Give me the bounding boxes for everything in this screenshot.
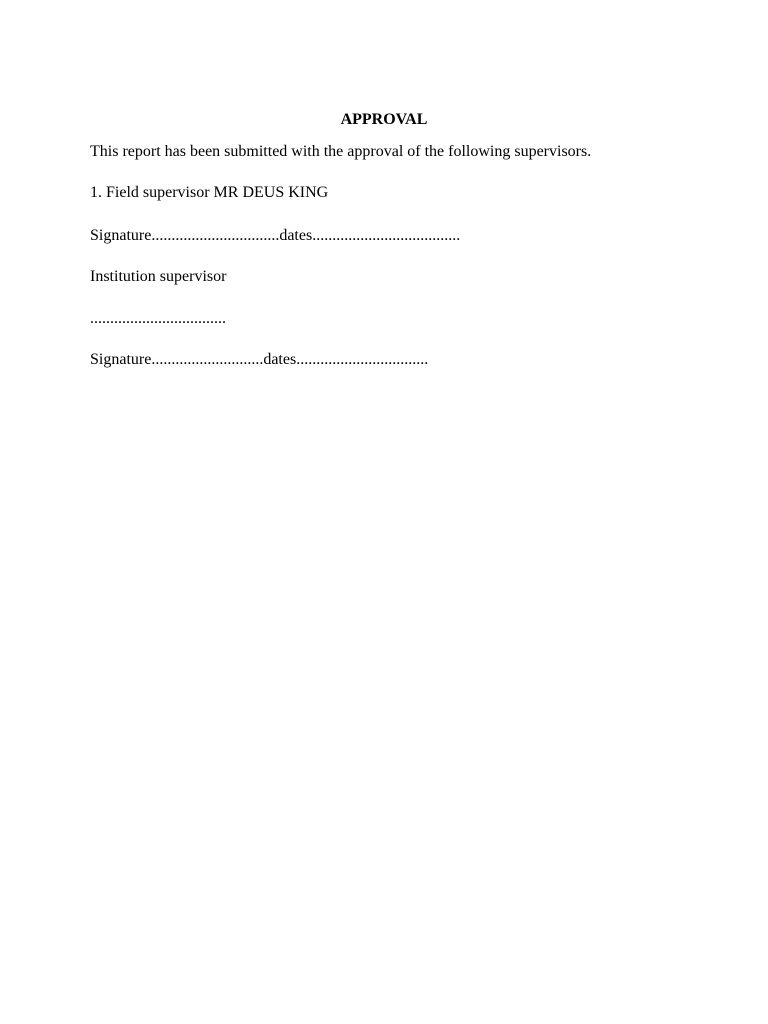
approval-statement: This report has been submitted with the approval of the following supervisors. (90, 143, 592, 160)
institution-supervisor-heading: Institution supervisor (90, 268, 227, 285)
document-title: APPROVAL (340, 111, 428, 128)
institution-supervisor-name-blank: .................................. (90, 310, 226, 327)
field-supervisor-line: 1. Field supervisor MR DEUS KING (90, 184, 329, 201)
institution-supervisor-signature-line: Signature............................dates................................. (90, 351, 429, 368)
field-supervisor-signature-line: Signature................................dates..................................... (90, 227, 461, 244)
